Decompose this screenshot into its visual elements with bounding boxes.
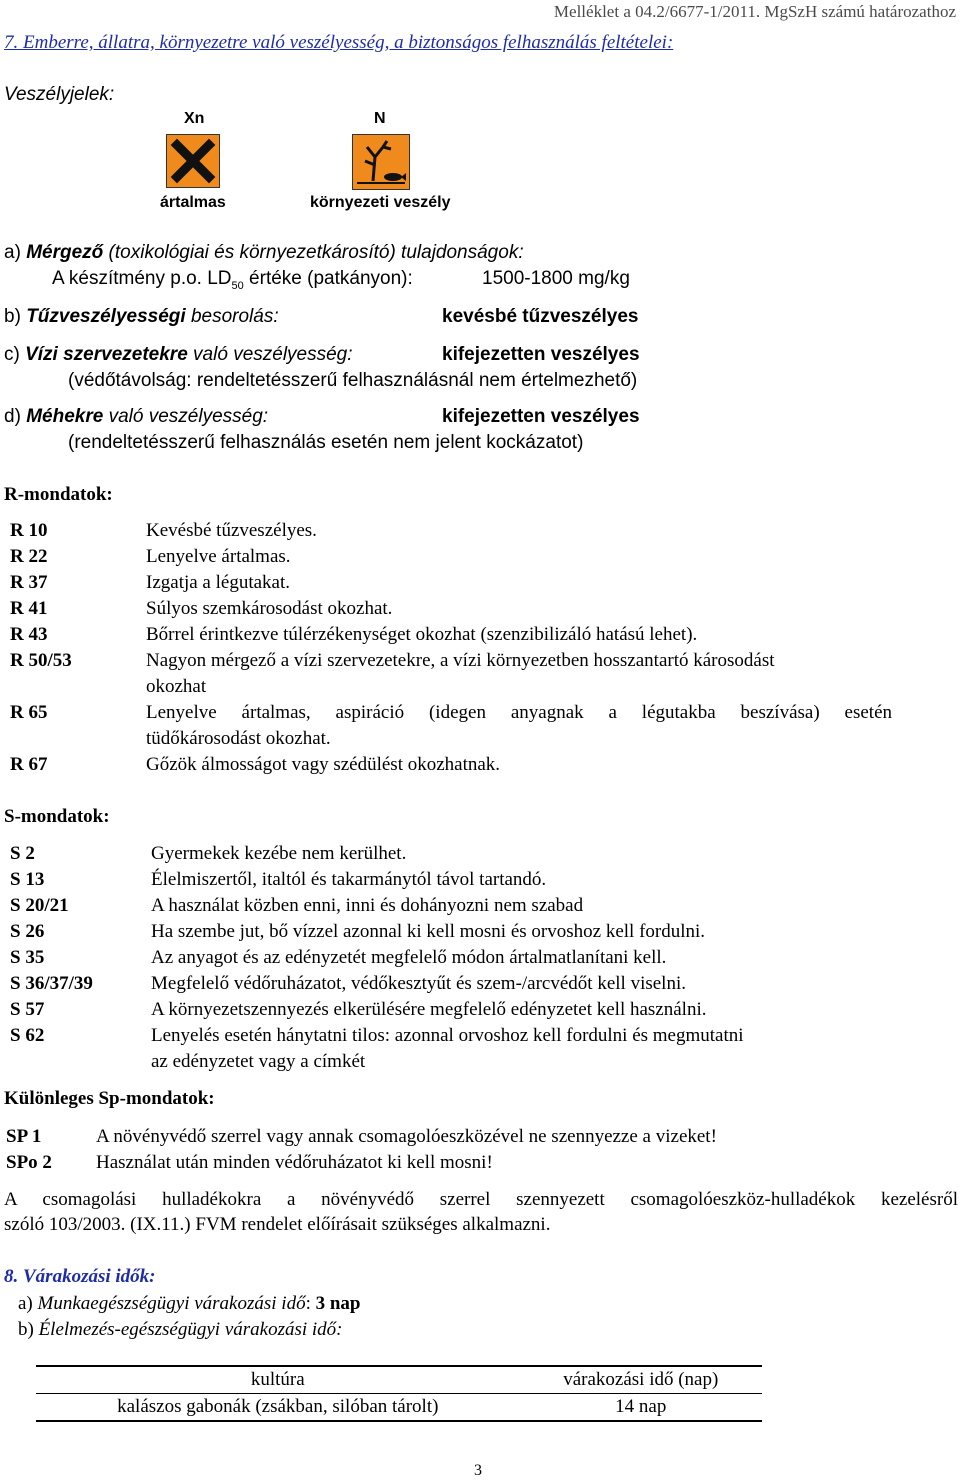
aquatic-hazard-value: kifejezetten veszélyes: [442, 344, 640, 365]
r-phrase-code: R 10: [10, 520, 48, 541]
waste-paragraph-line2: szóló 103/2003. (IX.11.) FVM rendelet előírásait szükséges alkalmazni.: [4, 1214, 551, 1235]
fire-hazard-value: kevésbé tűzveszélyes: [442, 306, 639, 327]
s-phrase-code: S 36/37/39: [10, 973, 93, 994]
r-phrase-text-continued: tüdőkárosodást okozhat.: [146, 728, 331, 749]
r-phrase-text: Lenyelve ártalmas, aspiráció (idegen anyagnak a légutakba beszívása) esetén: [146, 702, 892, 723]
s-phrases-title: S-mondatok:: [4, 806, 110, 827]
page-number: 3: [474, 1462, 482, 1479]
r-phrase-code: R 67: [10, 754, 48, 775]
r-phrase-code: R 65: [10, 702, 48, 723]
r-phrase-text: Gőzök álmosságot vagy szédülést okozhatnak.: [146, 754, 501, 775]
r-phrase-text: Nagyon mérgező a vízi szervezetekre, a vízi környezetben hosszantartó károsodást: [146, 650, 775, 671]
table-header-row: [36, 1366, 762, 1394]
symbol-code-xn: Xn: [184, 110, 205, 127]
r-phrases-title: R-mondatok:: [4, 484, 113, 505]
ld50-value: 1500-1800 mg/kg: [482, 268, 630, 289]
table-cell-culture: kalászos gabonák (zsákban, silóban tárolt): [36, 1394, 520, 1422]
sp-phrases-title: Különleges Sp-mondatok:: [4, 1088, 215, 1109]
ld50-line: A készítmény p.o. $LD_{50}$ értéke (patkányon):: [52, 268, 413, 292]
s-phrase-code: S 13: [10, 869, 45, 890]
s-phrase-text-continued: az edényzetet vagy a címkét: [151, 1051, 366, 1072]
s-phrase-code: S 35: [10, 947, 45, 968]
sp-phrase-text: Használat után minden védőruházatot ki kell mosni!: [96, 1152, 493, 1173]
s-phrase-text: A használat közben enni, inni és dohányozni nem szabad: [151, 895, 584, 916]
s-phrase-text: Ha szembe jut, bő vízzel azonnal ki kell mosni és orvoshoz kell fordulni.: [151, 921, 706, 942]
sp-phrase-code: SP 1: [6, 1126, 42, 1147]
s-phrase-code: S 57: [10, 999, 45, 1020]
r-phrase-text: Izgatja a légutakat.: [146, 572, 291, 593]
r-phrase-text-continued: okozhat: [146, 676, 207, 697]
bee-hazard-value: kifejezetten veszélyes: [442, 406, 640, 427]
sp-phrase-code: SPo 2: [6, 1152, 52, 1173]
r-phrase-code: R 43: [10, 624, 48, 645]
work-health-waiting-period: a) Munkaegészségügyi várakozási idő: 3 nap: [18, 1293, 361, 1314]
waste-paragraph-line1: A csomagolási hulladékokra a növényvédő szerrel szennyezett csomagolóeszköz-hulladékok kezelésről: [4, 1189, 958, 1210]
harmful-cross-icon: [166, 134, 220, 188]
r-phrase-text: Lenyelve ártalmas.: [146, 546, 291, 567]
fire-hazard-label: b) Tűzveszélyességi besorolás:: [4, 306, 279, 327]
s-phrase-text: Élelmiszertől, italtól és takarmánytól távol tartandó.: [151, 869, 547, 890]
s-phrase-text: Gyermekek kezébe nem kerülhet.: [151, 843, 407, 864]
s-phrase-code: S 26: [10, 921, 45, 942]
s-phrase-code: S 62: [10, 1025, 45, 1046]
aquatic-hazard-note: (védőtávolság: rendeltetésszerű felhasználásnál nem értelmezhető): [68, 370, 638, 391]
table-row: [36, 1394, 762, 1422]
bee-hazard-note: (rendeltetésszerű felhasználás esetén nem jelent kockázatot): [68, 432, 584, 453]
annex-reference: Melléklet a 04.2/6677-1/2011. MgSzH számú határozathoz: [553, 2, 956, 21]
aquatic-hazard-label: c) Vízi szervezetekre való veszélyesség:: [4, 344, 353, 365]
symbol-label-environment: környezeti veszély: [310, 194, 451, 211]
s-phrase-text: Megfelelő védőruházatot, védőkesztyűt és szem-/arcvédőt kell viselni.: [151, 973, 686, 994]
s-phrase-text: Az anyagot és az edényzetét megfelelő módon ártalmatlanítani kell.: [151, 947, 667, 968]
r-phrase-code: R 50/53: [10, 650, 72, 671]
r-phrase-code: R 37: [10, 572, 48, 593]
r-phrase-code: R 22: [10, 546, 48, 567]
symbol-label-harmful: ártalmas: [160, 194, 226, 211]
s-phrase-text: A környezetszennyezés elkerülésére megfelelő edényzetet kell használni.: [151, 999, 707, 1020]
s-phrase-code: S 2: [10, 843, 35, 864]
table-header-days: várakozási idő (nap): [520, 1366, 762, 1394]
table-cell-days: 14 nap: [520, 1394, 762, 1422]
waiting-period-table: [36, 1365, 762, 1422]
s-phrase-code: S 20/21: [10, 895, 69, 916]
r-phrase-text: Kevésbé tűzveszélyes.: [146, 520, 317, 541]
table-header-culture: kultúra: [36, 1366, 520, 1394]
symbol-code-n: N: [374, 110, 386, 127]
r-phrase-text: Súlyos szemkárosodást okozhat.: [146, 598, 393, 619]
s-phrase-text: Lenyelés esetén hánytatni tilos: azonnal orvoshoz kell fordulni és megmutatni: [151, 1025, 744, 1046]
sp-phrase-text: A növényvédő szerrel vagy annak csomagolóeszközével ne szennyezze a vizeket!: [96, 1126, 717, 1147]
r-phrase-text: Bőrrel érintkezve túlérzékenységet okozhat (szenzibilizáló hatású lehet).: [146, 624, 698, 645]
r-phrase-code: R 41: [10, 598, 48, 619]
section-7-title: 7. Emberre, állatra, környezetre való veszélyesség, a biztonságos felhasználás feltételei:: [4, 32, 674, 53]
bee-hazard-label: d) Méhekre való veszélyesség:: [4, 406, 269, 427]
dead-tree-fish-icon: [352, 134, 410, 190]
food-health-waiting-period: b) Élelmezés-egészségügyi várakozási idő:: [18, 1319, 343, 1340]
section-8-title: 8. Várakozási idők:: [4, 1266, 156, 1287]
hazard-symbols-label: Veszélyjelek:: [4, 84, 115, 105]
toxicology-heading: a) Mérgező (toxikológiai és környezetkárosító) tulajdonságok:: [4, 242, 524, 263]
